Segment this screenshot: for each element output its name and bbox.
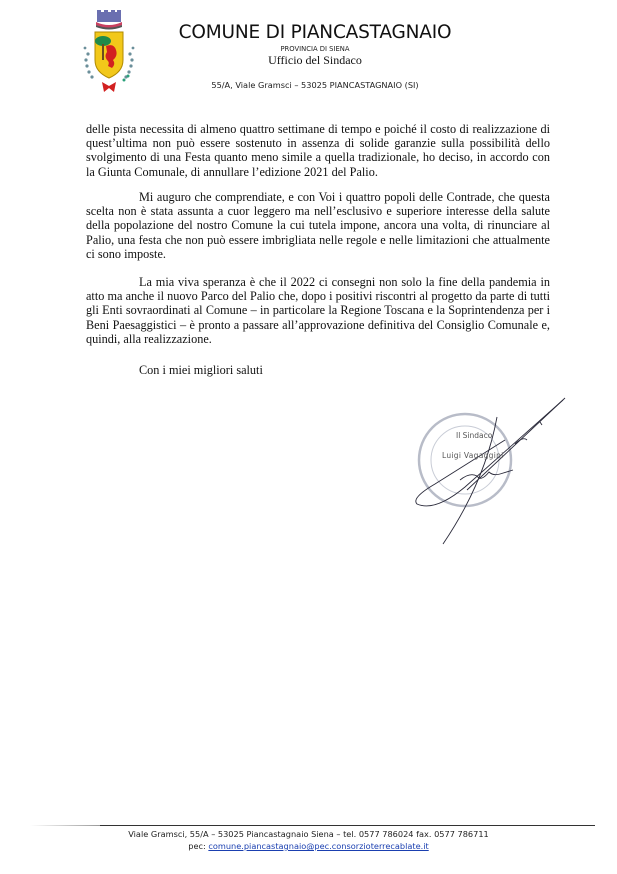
signatory-name: Luigi Vagaggini [442, 451, 504, 460]
handwritten-signature-icon [416, 398, 565, 544]
body-paragraph: Mi auguro che comprendiate, e con Voi i quattro popoli delle Contrade, che questa scelta non è stata assunta a cuor leggero ma nell’esclusivo e superiore interesse della salute della popolazione del nostro Comune la cui tutela impone, ancora una volta, di rinunciare al Palio, una festa che non può essere imbrigliata nelle regole e nelle limitazioni che attualmente ci sono imposte. [86, 190, 550, 261]
municipal-coat-of-arms-icon [78, 8, 140, 94]
footer-pec [40, 841, 577, 851]
footer-divider [38, 825, 595, 826]
footer-contact: Viale Gramsci, 55/A – 53025 Piancastagnaio Siena – tel. 0577 786024 fax. 0577 786711 [128, 829, 489, 839]
footer-divider-fade [30, 825, 100, 826]
pec-label: pec: [188, 841, 206, 851]
header-address: 55/A, Viale Gramsci – 53025 PIANCASTAGNAIO (SI) [211, 80, 419, 90]
signatory-title: Il Sindaco [456, 431, 493, 440]
province-label: PROVINCIA DI SIENA [280, 45, 350, 53]
pec-email-link[interactable]: comune.piancastagnaio@pec.consorzioterrecablate.it [208, 841, 429, 851]
body-paragraph: delle pista necessita di almeno quattro settimane di tempo e poiché il costo di realizzazione di quest’ultima non può essere sostenuto in assenza di solide garanzie sulla possibilità dello svolgimento di una Festa quanto meno simile a quella tradizionale, ho deciso, in accordo con la Giunta Comunale, di annullare l’edizione 2021 del Palio. [86, 122, 550, 179]
official-stamp-icon [405, 392, 595, 552]
closing-salutation: Con i miei migliori saluti [139, 363, 263, 377]
body-paragraph: La mia viva speranza è che il 2022 ci consegni non solo la fine della pandemia in atto ma anche il nuovo Parco del Palio che, dopo i positivi riscontri al progetto da parte di tutti gli Enti sovraordinati al Comune – in particolare la Regione Toscana e la Soprintendenza per i Beni Paesaggistici – è pronto a passare all’approvazione definitiva del Consiglio Comunale e, quindi, alla realizzazione. [86, 275, 550, 346]
crown-icon [96, 10, 122, 30]
municipality-title: COMUNE DI PIANCASTAGNAIO [178, 22, 452, 43]
office-label: Ufficio del Sindaco [268, 53, 362, 67]
